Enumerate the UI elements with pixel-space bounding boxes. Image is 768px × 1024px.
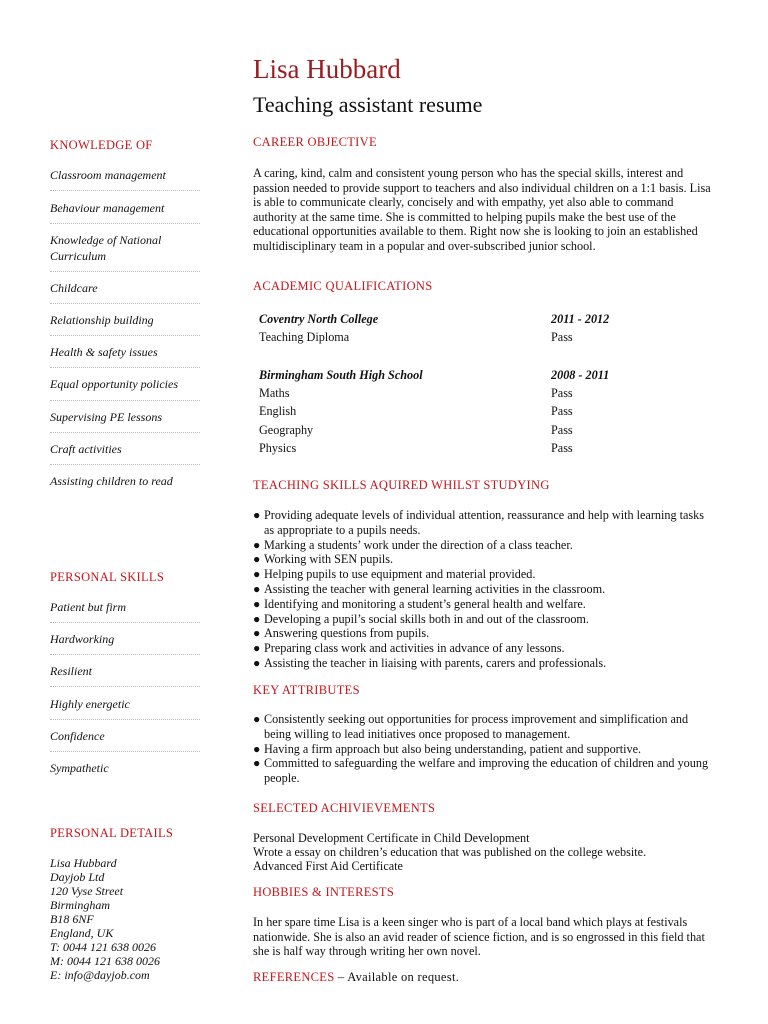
list-item: ● Assisting the teacher with general learning activities in the classroom. (253, 581, 606, 596)
list-item: ● Identifying and monitoring a student’s general health and welfare. (253, 596, 586, 611)
references-text: – Available on request. (334, 970, 460, 984)
school-years: 2008 - 2011 (551, 368, 610, 382)
divider (50, 335, 200, 336)
skill-item: Resilient (50, 664, 92, 678)
detail-phone: T: 0044 121 638 0026 (50, 940, 157, 954)
list-item: ● Preparing class work and activities in advance of any lessons. (253, 641, 565, 656)
divider (50, 719, 200, 720)
knowledge-item: Health & safety issues (50, 345, 158, 359)
list-item: ● Committed to safeguarding the welfare and improving the education of children and young people. (253, 756, 709, 786)
hobbies-heading: HOBBIES & INTERESTS (253, 885, 395, 899)
subject: Geography (259, 423, 314, 437)
divider (50, 751, 200, 752)
bullet-icon: ● (253, 655, 261, 670)
divider (50, 464, 200, 465)
bullet-icon: ● (253, 611, 261, 626)
subject: Physics (259, 441, 297, 455)
knowledge-item: Assisting children to read (50, 474, 173, 488)
qualification-result: Pass (551, 330, 573, 344)
references-line (253, 970, 459, 985)
subject: English (259, 404, 297, 418)
knowledge-item: Craft activities (50, 442, 122, 456)
knowledge-item: Relationship building (50, 313, 154, 327)
skill-item: Highly energetic (50, 697, 130, 711)
bullet-icon: ● (253, 712, 261, 726)
knowledge-item: Knowledge of National Curriculum (50, 233, 162, 263)
divider (50, 303, 200, 304)
achievement-item: Wrote a essay on children’s education that was published on the college website. (253, 845, 647, 859)
bullet-icon: ● (253, 626, 261, 641)
school-name: Birmingham South High School (259, 368, 423, 382)
references-heading: REFERENCES (253, 970, 335, 984)
achievement-item: Advanced First Aid Certificate (253, 859, 403, 873)
resume-subtitle: Teaching assistant resume (253, 92, 483, 117)
knowledge-item: Equal opportunity policies (50, 377, 178, 391)
divider (50, 367, 200, 368)
bullet-icon: ● (253, 567, 261, 582)
list-item: ● Consistently seeking out opportunities for process improvement and simplification and being willing to lead initiatives once proposed to management. (253, 712, 689, 741)
achievements-heading: SELECTED ACHIVIEVEMENTS (253, 801, 436, 815)
skill-item: Confidence (50, 729, 105, 743)
objective-heading: CAREER OBJECTIVE (253, 135, 377, 149)
bullet-icon: ● (253, 537, 261, 552)
list-item: ● Working with SEN pupils. (253, 552, 394, 567)
subject-result: Pass (551, 441, 573, 455)
divider (50, 400, 200, 401)
skill-item: Sympathetic (50, 761, 109, 775)
subject-result: Pass (551, 423, 573, 437)
achievement-item: Personal Development Certificate in Child Development (253, 831, 530, 845)
list-item: ● Helping pupils to use equipment and material provided. (253, 567, 536, 582)
objective-text: A caring, kind, calm and consistent young person who has the special skills, interest and passion needed to provide support to teachers and also individual children on a 1:1 basis. Lisa is able to communicate clearly, concisely and with empathy, yet also able to command authority at the same time. She is committed to helping pupils make the best use of the educational opportunities available to them. Right now she is looking to join an established multidisciplinary team in a popular and over-subscribed junior school. (253, 166, 711, 253)
school-name: Coventry North College (259, 312, 379, 326)
teaching-heading: TEACHING SKILLS AQUIRED WHILST STUDYING (253, 478, 550, 492)
detail-postcode: B18 6NF (50, 912, 94, 926)
bullet-icon: ● (253, 552, 261, 567)
knowledge-heading: KNOWLEDGE OF (50, 138, 153, 152)
list-item: ● Providing adequate levels of individual attention, reassurance and help with learning tasks as appropriate to a pupils needs. (253, 508, 704, 537)
bullet-icon: ● (253, 641, 261, 656)
school-years: 2011 - 2012 (551, 312, 610, 326)
subject-result: Pass (551, 404, 573, 418)
bullet-icon: ● (253, 741, 261, 756)
detail-email: E: info@dayjob.com (50, 968, 150, 982)
divider (50, 271, 200, 272)
bullet-icon: ● (253, 581, 261, 596)
divider (50, 190, 200, 191)
list-item: ● Marking a students’ work under the direction of a class teacher. (253, 537, 573, 552)
detail-name: Lisa Hubbard (50, 856, 117, 870)
knowledge-item: Behaviour management (50, 201, 165, 215)
detail-street: 120 Vyse Street (50, 884, 124, 898)
subject-result: Pass (551, 386, 573, 400)
bullet-icon: ● (253, 508, 261, 522)
detail-city: Birmingham (50, 898, 110, 912)
knowledge-item: Supervising PE lessons (50, 410, 162, 424)
hobbies-text: In her spare time Lisa is a keen singer who is part of a local band which plays at festivals nationwide. She is also an avid reader of science fiction, and is so engrossed in this field that she is half way through writing her own novel. (253, 915, 705, 959)
list-item: ● Having a firm approach but also being understanding, patient and supportive. (253, 741, 642, 756)
bullet-icon: ● (253, 596, 261, 611)
divider (50, 686, 200, 687)
list-item: ● Developing a pupil’s social skills both in and out of the classroom. (253, 611, 589, 626)
divider (50, 654, 200, 655)
knowledge-item: Classroom management (50, 168, 166, 182)
qualification: Teaching Diploma (259, 330, 350, 344)
divider (50, 223, 200, 224)
detail-company: Dayjob Ltd (50, 870, 105, 884)
divider (50, 432, 200, 433)
details-heading: PERSONAL DETAILS (50, 826, 174, 840)
detail-country: England, UK (50, 926, 114, 940)
attributes-list (253, 712, 713, 786)
detail-mobile: M: 0044 121 638 0026 (50, 954, 160, 968)
divider (50, 622, 200, 623)
resume-name: Lisa Hubbard (253, 54, 401, 84)
list-item: ● Answering questions from pupils. (253, 626, 430, 641)
academic-heading: ACADEMIC QUALIFICATIONS (253, 279, 433, 293)
subject: Maths (259, 386, 290, 400)
teaching-skills-list (253, 508, 713, 671)
skill-item: Patient but firm (50, 600, 126, 614)
attributes-heading: KEY ATTRIBUTES (253, 683, 360, 697)
knowledge-item: Childcare (50, 281, 98, 295)
list-item: ● Assisting the teacher in liaising with parents, carers and professionals. (253, 655, 607, 670)
skill-item: Hardworking (50, 632, 115, 646)
bullet-icon: ● (253, 756, 261, 771)
skills-heading: PERSONAL SKILLS (50, 570, 165, 584)
